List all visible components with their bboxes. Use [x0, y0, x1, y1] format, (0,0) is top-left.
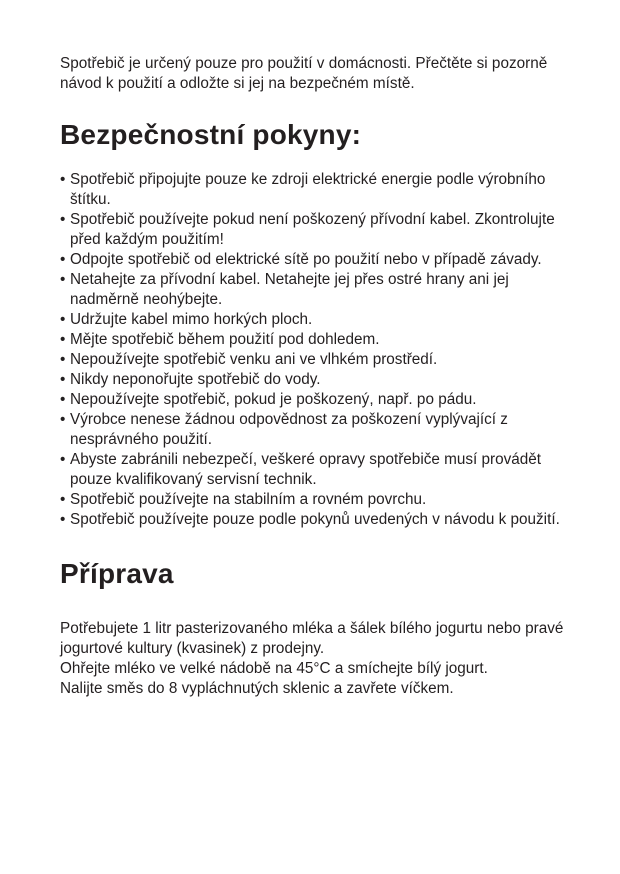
- safety-item-text: Spotřebič používejte na stabilním a rovném povrchu.: [70, 491, 427, 508]
- bullet-icon: •: [60, 491, 66, 508]
- safety-item-text: Mějte spotřebič během použití pod dohledem.: [70, 331, 380, 348]
- preparation-paragraph: Nalijte směs do 8 vypláchnutých sklenic a zavřete víčkem.: [60, 680, 454, 697]
- safety-item-text: Nepoužívejte spotřebič, pokud je poškozený, např. po pádu.: [70, 391, 477, 408]
- safety-item: [60, 210, 580, 250]
- safety-item: [60, 410, 580, 450]
- bullet-icon: •: [60, 251, 66, 268]
- intro-paragraph: Spotřebič je určený pouze pro použití v domácnosti. Přečtěte si pozorně návod k použití a odložte si jej na bezpečném místě.: [60, 55, 548, 92]
- document-page: [60, 54, 580, 699]
- safety-item: [60, 450, 580, 490]
- safety-item: [60, 170, 580, 210]
- safety-item: [60, 350, 580, 370]
- safety-item: [60, 390, 580, 410]
- safety-item: [60, 510, 580, 530]
- safety-item: [60, 270, 580, 310]
- safety-item-text: Udržujte kabel mimo horkých ploch.: [70, 311, 313, 328]
- safety-item-text: Nepoužívejte spotřebič venku ani ve vlhkém prostředí.: [70, 351, 438, 368]
- safety-heading: Bezpečnostní pokyny:: [60, 119, 362, 150]
- safety-item: [60, 250, 580, 270]
- bullet-icon: •: [60, 391, 66, 408]
- safety-item-text: Výrobce nenese žádnou odpovědnost za poškození vyplývající z nesprávného použití.: [70, 411, 508, 448]
- safety-item: [60, 310, 580, 330]
- bullet-icon: •: [60, 511, 66, 528]
- bullet-icon: •: [60, 271, 66, 288]
- safety-list: [60, 170, 580, 530]
- safety-item-text: Abyste zabránili nebezpečí, veškeré opravy spotřebiče musí provádět pouze kvalifikovaný servisní technik.: [70, 451, 542, 488]
- safety-item-text: Odpojte spotřebič od elektrické sítě po použití nebo v případě závady.: [70, 251, 542, 268]
- safety-item-text: Spotřebič používejte pokud není poškozený přívodní kabel. Zkontrolujte před každým použitím!: [70, 211, 555, 248]
- preparation-paragraph: Potřebujete 1 litr pasterizovaného mléka a šálek bílého jogurtu nebo pravé jogurtové kultury (kvasinek) z prodejny.: [60, 620, 564, 657]
- safety-item-text: Spotřebič používejte pouze podle pokynů uvedených v návodu k použití.: [70, 511, 560, 528]
- bullet-icon: •: [60, 351, 66, 368]
- bullet-icon: •: [60, 311, 66, 328]
- safety-item: [60, 330, 580, 350]
- safety-item-text: Netahejte za přívodní kabel. Netahejte jej přes ostré hrany ani jej nadměrně neohýbejte.: [70, 271, 509, 308]
- safety-item-text: Nikdy neponořujte spotřebič do vody.: [70, 371, 321, 388]
- preparation-heading: Příprava: [60, 558, 174, 589]
- bullet-icon: •: [60, 171, 66, 188]
- preparation-paragraph: Ohřejte mléko ve velké nádobě na 45°C a smíchejte bílý jogurt.: [60, 660, 488, 677]
- safety-item: [60, 490, 580, 510]
- safety-item: [60, 370, 580, 390]
- bullet-icon: •: [60, 411, 66, 428]
- bullet-icon: •: [60, 331, 66, 348]
- bullet-icon: •: [60, 211, 66, 228]
- bullet-icon: •: [60, 371, 66, 388]
- safety-item-text: Spotřebič připojujte pouze ke zdroji elektrické energie podle výrobního štítku.: [70, 171, 546, 208]
- bullet-icon: •: [60, 451, 66, 468]
